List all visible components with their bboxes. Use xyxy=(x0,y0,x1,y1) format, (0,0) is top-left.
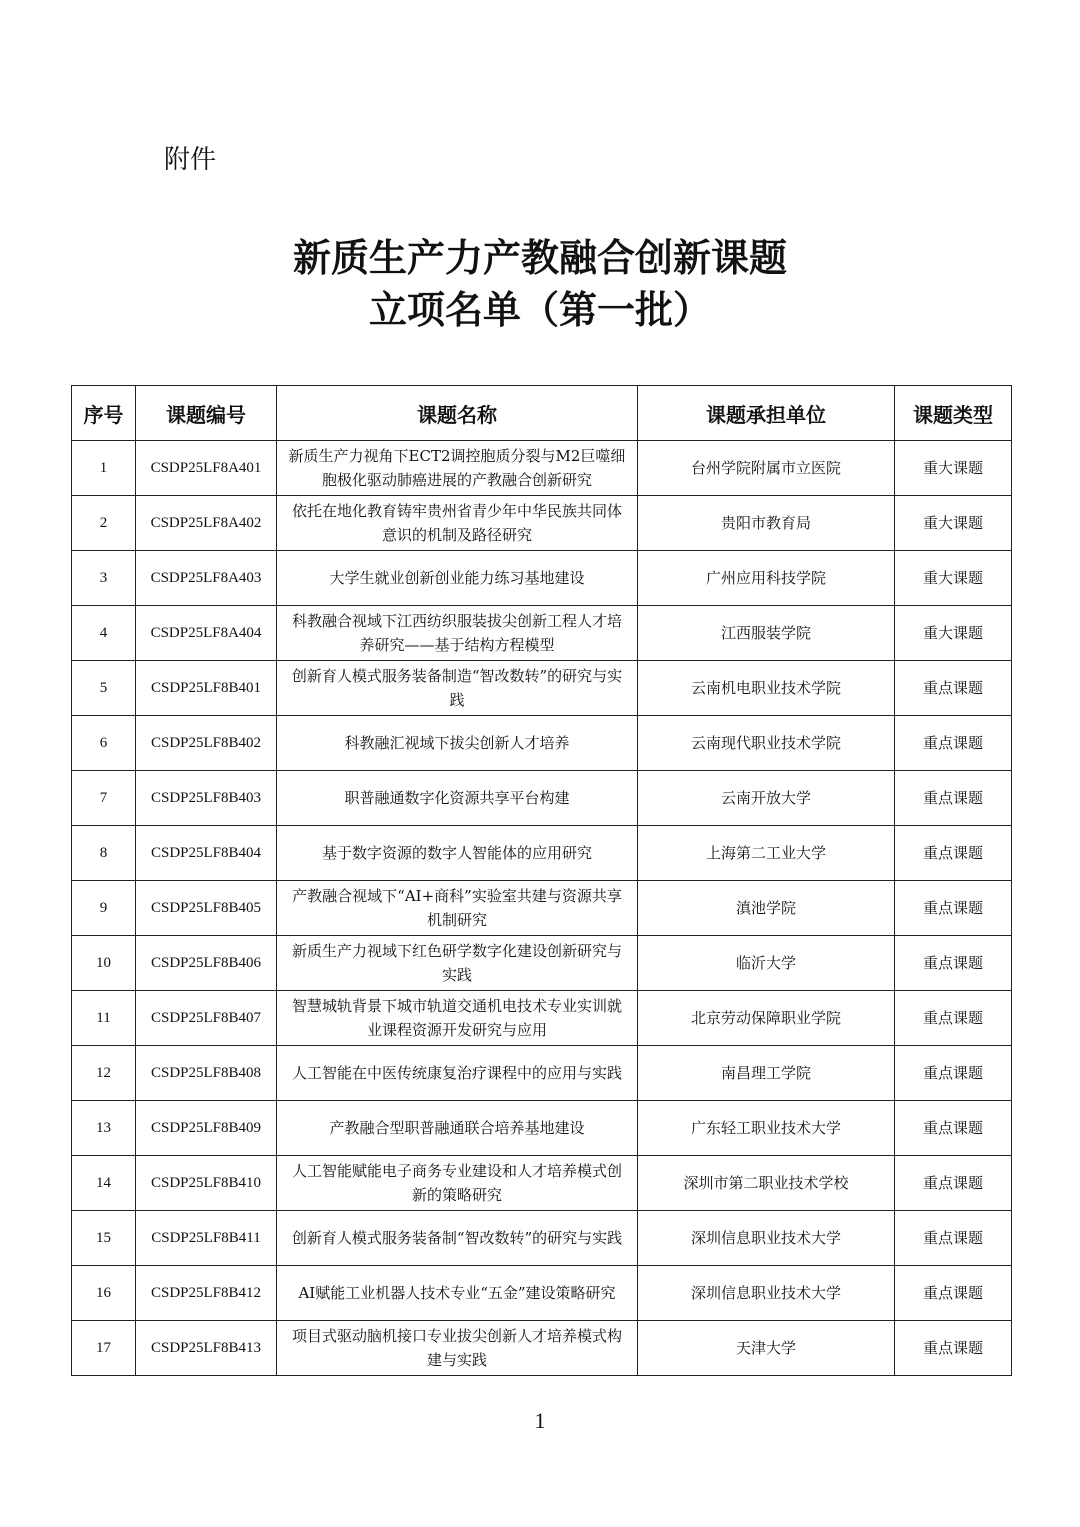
cell-seq: 2 xyxy=(72,496,136,551)
attachment-label: 附件 xyxy=(164,145,217,175)
cell-name: 人工智能在中医传统康复治疗课程中的应用与实践 xyxy=(277,1046,638,1101)
cell-type: 重点课题 xyxy=(895,1266,1012,1321)
cell-type: 重大课题 xyxy=(895,496,1012,551)
cell-name: 职普融通数字化资源共享平台构建 xyxy=(277,771,638,826)
cell-unit: 广州应用科技学院 xyxy=(638,551,895,606)
table-row xyxy=(72,1046,1012,1101)
cell-seq: 4 xyxy=(72,606,136,661)
cell-name: 新质生产力视域下红色研学数字化建设创新研究与实践 xyxy=(277,936,638,991)
cell-code: CSDP25LF8B406 xyxy=(136,936,277,991)
cell-unit: 上海第二工业大学 xyxy=(638,826,895,881)
table-row xyxy=(72,1156,1012,1211)
cell-code: CSDP25LF8B401 xyxy=(136,661,277,716)
cell-unit: 天津大学 xyxy=(638,1321,895,1376)
cell-seq: 10 xyxy=(72,936,136,991)
cell-seq: 1 xyxy=(72,441,136,496)
cell-name: 基于数字资源的数字人智能体的应用研究 xyxy=(277,826,638,881)
table-row xyxy=(72,496,1012,551)
table-row xyxy=(72,441,1012,496)
cell-seq: 7 xyxy=(72,771,136,826)
table-row xyxy=(72,551,1012,606)
cell-code: CSDP25LF8A404 xyxy=(136,606,277,661)
project-list-table xyxy=(71,385,1012,1376)
table-row xyxy=(72,1101,1012,1156)
cell-seq: 11 xyxy=(72,991,136,1046)
table-row xyxy=(72,1321,1012,1376)
cell-type: 重点课题 xyxy=(895,1211,1012,1266)
cell-seq: 6 xyxy=(72,716,136,771)
cell-code: CSDP25LF8B411 xyxy=(136,1211,277,1266)
table-row xyxy=(72,1266,1012,1321)
cell-seq: 9 xyxy=(72,881,136,936)
table-row xyxy=(72,826,1012,881)
cell-seq: 16 xyxy=(72,1266,136,1321)
cell-code: CSDP25LF8B403 xyxy=(136,771,277,826)
table-row xyxy=(72,716,1012,771)
cell-seq: 3 xyxy=(72,551,136,606)
cell-unit: 云南开放大学 xyxy=(638,771,895,826)
table-row xyxy=(72,661,1012,716)
table-row xyxy=(72,936,1012,991)
page-title-line-2: 立项名单（第一批） xyxy=(368,287,711,332)
cell-seq: 17 xyxy=(72,1321,136,1376)
cell-unit: 北京劳动保障职业学院 xyxy=(638,991,895,1046)
cell-unit: 南昌理工学院 xyxy=(638,1046,895,1101)
cell-type: 重点课题 xyxy=(895,771,1012,826)
cell-type: 重点课题 xyxy=(895,991,1012,1046)
cell-type: 重点课题 xyxy=(895,881,1012,936)
cell-name: 科教融合视域下江西纺织服装拔尖创新工程人才培养研究——基于结构方程模型 xyxy=(277,606,638,661)
header-name: 课题名称 xyxy=(277,386,638,441)
table-header-row xyxy=(72,386,1012,441)
cell-code: CSDP25LF8B405 xyxy=(136,881,277,936)
cell-type: 重大课题 xyxy=(895,551,1012,606)
cell-code: CSDP25LF8B407 xyxy=(136,991,277,1046)
cell-name: 科教融汇视域下拔尖创新人才培养 xyxy=(277,716,638,771)
cell-unit: 深圳信息职业技术大学 xyxy=(638,1266,895,1321)
table-row xyxy=(72,606,1012,661)
cell-code: CSDP25LF8B413 xyxy=(136,1321,277,1376)
cell-code: CSDP25LF8B410 xyxy=(136,1156,277,1211)
cell-name: 大学生就业创新创业能力练习基地建设 xyxy=(277,551,638,606)
cell-name: 产教融合视域下“AI+商科”实验室共建与资源共享机制研究 xyxy=(277,881,638,936)
table-row xyxy=(72,991,1012,1046)
cell-name: 依托在地化教育铸牢贵州省青少年中华民族共同体意识的机制及路径研究 xyxy=(277,496,638,551)
cell-unit: 临沂大学 xyxy=(638,936,895,991)
cell-code: CSDP25LF8B404 xyxy=(136,826,277,881)
header-unit: 课题承担单位 xyxy=(638,386,895,441)
table-row xyxy=(72,881,1012,936)
cell-code: CSDP25LF8B402 xyxy=(136,716,277,771)
cell-type: 重点课题 xyxy=(895,716,1012,771)
cell-code: CSDP25LF8A402 xyxy=(136,496,277,551)
cell-type: 重点课题 xyxy=(895,826,1012,881)
cell-unit: 深圳信息职业技术大学 xyxy=(638,1211,895,1266)
cell-unit: 台州学院附属市立医院 xyxy=(638,441,895,496)
cell-unit: 云南现代职业技术学院 xyxy=(638,716,895,771)
cell-type: 重大课题 xyxy=(895,606,1012,661)
header-code: 课题编号 xyxy=(136,386,277,441)
cell-name: 项目式驱动脑机接口专业拔尖创新人才培养模式构建与实践 xyxy=(277,1321,638,1376)
cell-name: 新质生产力视角下ECT2调控胞质分裂与M2巨噬细胞极化驱动肺癌进展的产教融合创新研究 xyxy=(277,441,638,496)
table-row xyxy=(72,1211,1012,1266)
cell-seq: 14 xyxy=(72,1156,136,1211)
cell-type: 重点课题 xyxy=(895,661,1012,716)
cell-seq: 12 xyxy=(72,1046,136,1101)
cell-type: 重点课题 xyxy=(895,1156,1012,1211)
cell-code: CSDP25LF8B412 xyxy=(136,1266,277,1321)
cell-type: 重点课题 xyxy=(895,1321,1012,1376)
cell-unit: 贵阳市教育局 xyxy=(638,496,895,551)
cell-seq: 5 xyxy=(72,661,136,716)
cell-code: CSDP25LF8A403 xyxy=(136,551,277,606)
cell-code: CSDP25LF8B408 xyxy=(136,1046,277,1101)
cell-unit: 深圳市第二职业技术学校 xyxy=(638,1156,895,1211)
cell-code: CSDP25LF8B409 xyxy=(136,1101,277,1156)
cell-name: 创新育人模式服务装备制造“智改数转”的研究与实践 xyxy=(277,661,638,716)
cell-seq: 8 xyxy=(72,826,136,881)
cell-type: 重点课题 xyxy=(895,1046,1012,1101)
page-title-line-1: 新质生产力产教融合创新课题 xyxy=(292,235,787,280)
cell-unit: 滇池学院 xyxy=(638,881,895,936)
cell-name: AI赋能工业机器人技术专业“五金”建设策略研究 xyxy=(277,1266,638,1321)
header-type: 课题类型 xyxy=(895,386,1012,441)
cell-name: 智慧城轨背景下城市轨道交通机电技术专业实训就业课程资源开发研究与应用 xyxy=(277,991,638,1046)
cell-name: 人工智能赋能电子商务专业建设和人才培养模式创新的策略研究 xyxy=(277,1156,638,1211)
page-number: 1 xyxy=(534,1408,546,1433)
cell-name: 创新育人模式服务装备制“智改数转”的研究与实践 xyxy=(277,1211,638,1266)
cell-unit: 江西服装学院 xyxy=(638,606,895,661)
table-body xyxy=(72,441,1012,1376)
cell-name: 产教融合型职普融通联合培养基地建设 xyxy=(277,1101,638,1156)
cell-type: 重点课题 xyxy=(895,1101,1012,1156)
cell-unit: 云南机电职业技术学院 xyxy=(638,661,895,716)
cell-seq: 15 xyxy=(72,1211,136,1266)
table-row xyxy=(72,771,1012,826)
cell-seq: 13 xyxy=(72,1101,136,1156)
cell-type: 重点课题 xyxy=(895,936,1012,991)
cell-code: CSDP25LF8A401 xyxy=(136,441,277,496)
cell-unit: 广东轻工职业技术大学 xyxy=(638,1101,895,1156)
header-seq: 序号 xyxy=(72,386,136,441)
cell-type: 重大课题 xyxy=(895,441,1012,496)
